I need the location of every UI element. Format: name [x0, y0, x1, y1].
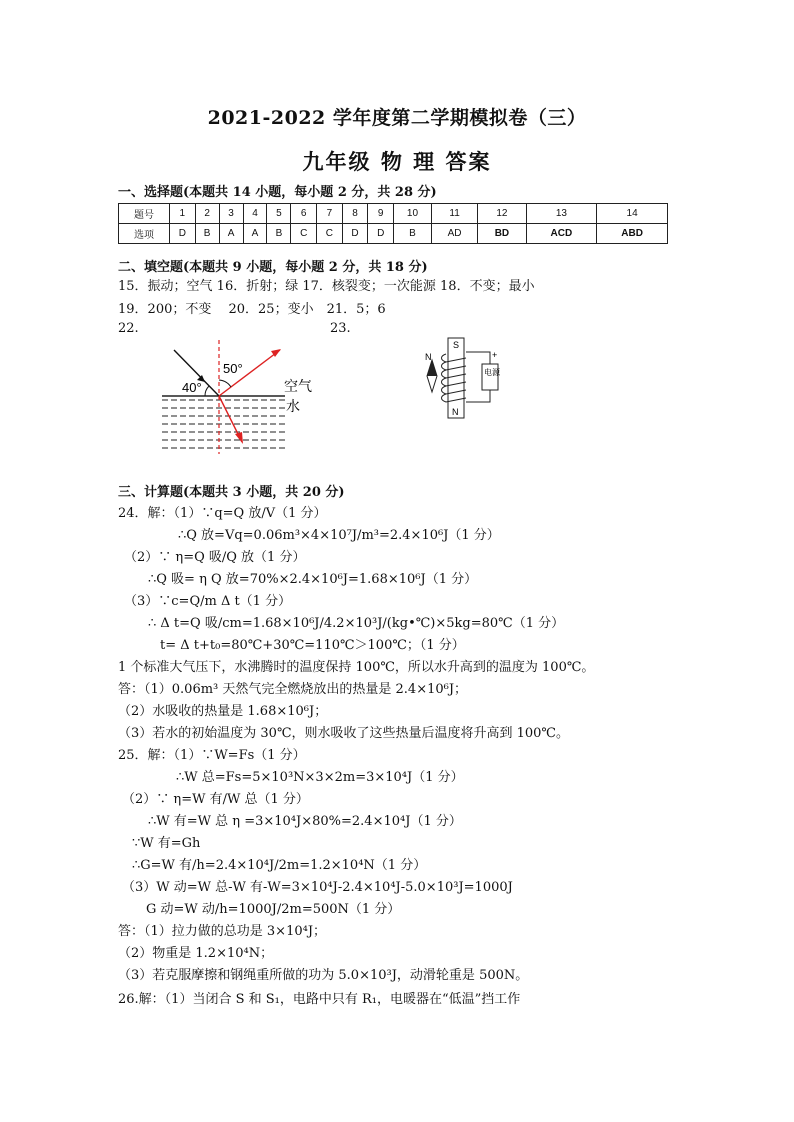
table-cell: D [342, 224, 368, 244]
exam-subtitle: 九年级 物 理 答案 [302, 149, 492, 174]
fill-answers-line1: 15．振动；空气 16．折射；绿 17．核裂变；一次能源 18．不变；最小 [118, 279, 535, 294]
table-cell: 14 [597, 204, 668, 224]
table-cell: 3 [219, 204, 243, 224]
row-label-number: 题号 [119, 204, 170, 224]
water-label: 水 [286, 398, 300, 414]
angle-label-50: 50° [223, 361, 243, 376]
q25-line: ∵W 有=Gh [132, 836, 201, 851]
q25-line: 25．解：（1）∵W=Fs（1 分） [118, 748, 306, 763]
table-cell: 12 [478, 204, 526, 224]
question22-label: 22. [118, 321, 139, 336]
q24-line: （3）∵c=Q/m Δ t（1 分） [124, 594, 292, 609]
q24-line: （2）∵ η=Q 吸/Q 放（1 分） [124, 550, 306, 565]
q24-line: t= Δ t+t₀=80℃+30℃=110℃＞100℃；（1 分） [160, 638, 465, 653]
row-label-answer: 选项 [119, 224, 170, 244]
q25-line: ∴W 总=Fs=5×10³N×3×2m=3×10⁴J（1 分） [176, 770, 464, 785]
table-cell: 8 [342, 204, 368, 224]
table-cell: 11 [431, 204, 477, 224]
table-row-numbers [119, 204, 668, 224]
angle-arc-50 [219, 380, 231, 387]
angle-arc-40 [205, 386, 209, 396]
q24-line: 答：（1）0.06m³ 天然气完全燃烧放出的热量是 2.4×10⁶J； [118, 682, 468, 697]
table-cell: 9 [368, 204, 394, 224]
table-cell: 6 [291, 204, 317, 224]
question23-label: 23. [330, 321, 351, 336]
air-label: 空气 [284, 378, 312, 394]
q25-line: G 动=W 动/h=1000J/2m=500N（1 分） [146, 902, 401, 917]
refracted-arrow-icon [235, 432, 243, 444]
table-cell: 1 [170, 204, 196, 224]
answer-table [118, 203, 668, 244]
q25-line: （2）∵ η=W 有/W 总（1 分） [122, 792, 309, 807]
water-surface-pattern [162, 400, 285, 448]
refraction-diagram [150, 336, 340, 456]
q24-line: ∴Q 放=Vq=0.06m³×4×10⁷J/m³=2.4×10⁶J（1 分） [178, 528, 500, 543]
table-cell: B [195, 224, 219, 244]
angle-label-40: 40° [182, 380, 202, 395]
table-cell: D [368, 224, 394, 244]
iron-core [448, 338, 464, 418]
table-cell: 5 [267, 204, 291, 224]
table-cell: AD [431, 224, 477, 244]
q25-line: （2）物重是 1.2×10⁴N； [118, 946, 274, 961]
power-source-label: 电源 [484, 368, 500, 377]
table-cell: 10 [394, 204, 432, 224]
q25-line: （3）W 动=W 总-W 有-W=3×10⁴J-2.4×10⁴J-5.0×10³J=1000J [122, 880, 513, 895]
table-cell: A [219, 224, 243, 244]
table-cell: 2 [195, 204, 219, 224]
wire-top [466, 352, 490, 364]
q24-line: 1 个标准大气压下，水沸腾时的温度保持 100℃，所以水升高到的温度为 100℃。 [118, 660, 595, 675]
compass-needle-north [427, 360, 437, 376]
q25-line: ∴G=W 有/h=2.4×10⁴J/2m=1.2×10⁴N（1 分） [132, 858, 427, 873]
q24-line: （2）水吸收的热量是 1.68×10⁶J； [118, 704, 328, 719]
q25-line: ∴W 有=W 总 η =3×10⁴J×80%=2.4×10⁴J（1 分） [148, 814, 462, 829]
section2-heading: 二、填空题(本题共 9 小题，每小题 2 分，共 18 分) [118, 260, 428, 275]
electromagnet-diagram [420, 334, 505, 420]
positive-terminal-label: + [492, 350, 498, 360]
q24-line: ∴Q 吸= η Q 放=70%×2.4×10⁶J=1.68×10⁶J（1 分） [148, 572, 478, 587]
section3-heading: 三、计算题(本题共 3 小题，共 20 分) [118, 485, 345, 500]
pole-north-label: N [452, 407, 459, 417]
table-cell: D [170, 224, 196, 244]
exam-title: 2021-2022 学年度第二学期模拟卷（三） [207, 107, 587, 129]
table-cell: A [243, 224, 267, 244]
pole-south-label: S [453, 340, 460, 350]
q26-line: 26.解：（1）当闭合 S 和 S₁，电路中只有 R₁，电暖器在“低温”挡工作 [118, 992, 521, 1007]
needle-north-label: N [425, 352, 432, 362]
table-cell: C [317, 224, 343, 244]
table-cell: BD [478, 224, 526, 244]
q24-line: 24．解：（1）∵q=Q 放/V（1 分） [118, 506, 327, 521]
q24-line: （3）若水的初始温度为 30℃，则水吸收了这些热量后温度将升高到 100℃。 [118, 726, 569, 741]
wire-bottom [466, 390, 490, 402]
table-row-answers [119, 224, 668, 244]
q25-line: 答：（1）拉力做的总功是 3×10⁴J； [118, 924, 327, 939]
q24-line: ∴ Δ t=Q 吸/cm=1.68×10⁶J/4.2×10³J/(kg•℃)×5kg=80℃（1 分） [148, 616, 565, 631]
table-cell: ACD [526, 224, 597, 244]
table-cell: B [267, 224, 291, 244]
fill-answers-line2: 19．200；不变 20．25；变小 21．5；6 [118, 302, 386, 317]
table-cell: B [394, 224, 432, 244]
table-cell: 7 [317, 204, 343, 224]
table-cell: 4 [243, 204, 267, 224]
section1-heading: 一、选择题(本题共 14 小题，每小题 2 分，共 28 分) [118, 185, 437, 200]
q25-line: （3）若克服摩擦和钢绳重所做的功为 5.0×10³J，动滑轮重是 500N。 [118, 968, 529, 983]
table-cell: 13 [526, 204, 597, 224]
table-cell: C [291, 224, 317, 244]
table-cell: ABD [597, 224, 668, 244]
